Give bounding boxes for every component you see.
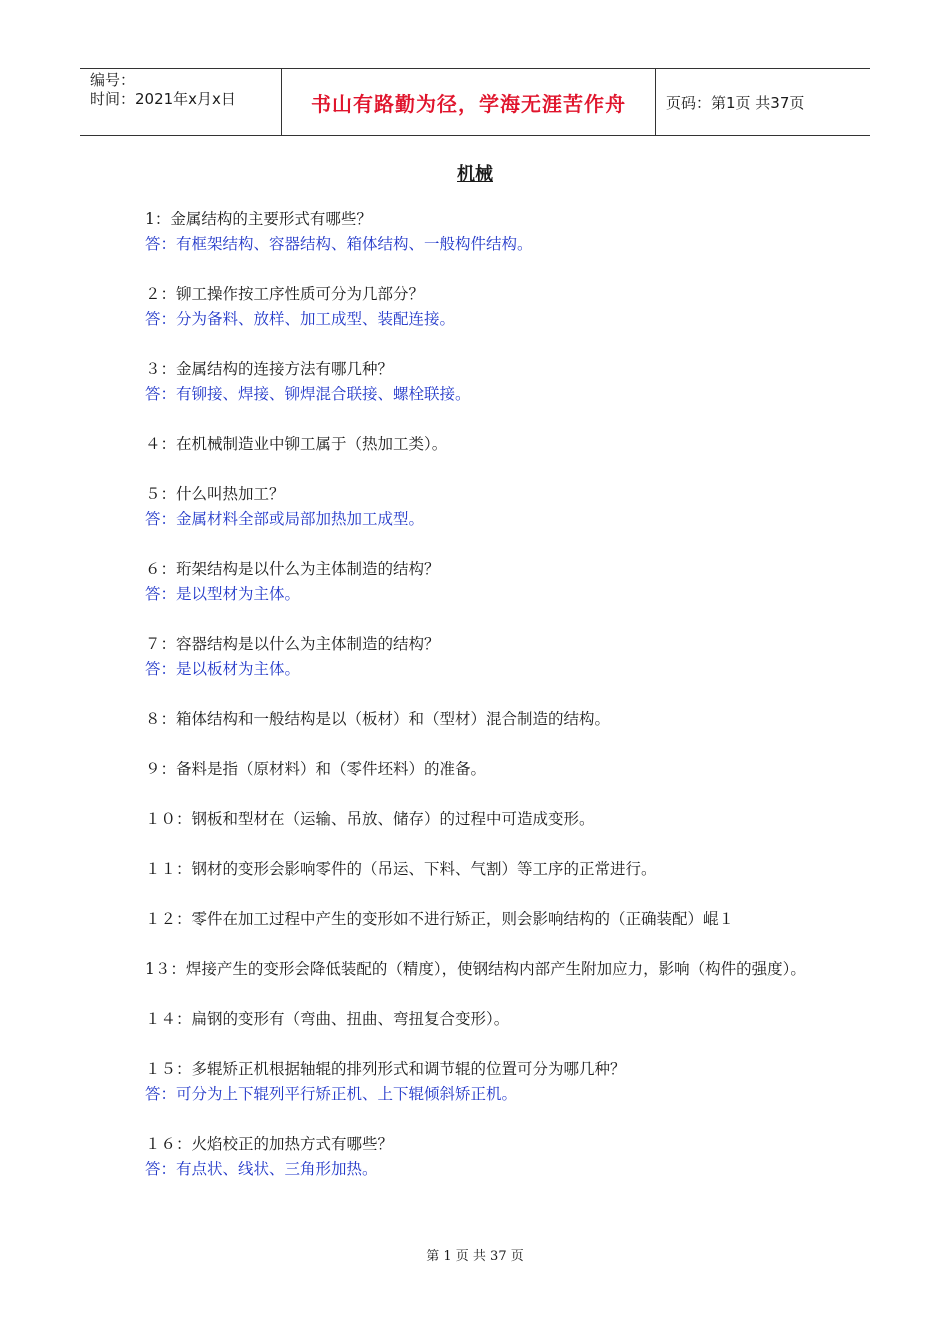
question: ７：容器结构是以什么为主体制造的结构？ bbox=[145, 635, 440, 653]
question: ２：铆工操作按工序性质可分为几部分？ bbox=[145, 285, 425, 303]
answer: 答：可分为上下辊列平行矫正机、上下辊倾斜矫正机。 bbox=[145, 1085, 518, 1103]
qa-list bbox=[145, 207, 825, 1207]
qa-item bbox=[145, 207, 825, 257]
qa-item bbox=[145, 707, 825, 732]
header-motto: 书山有路勤为径，学海无涯苦作舟 bbox=[282, 69, 656, 135]
page-footer: 第 1 页 共 37 页 bbox=[426, 1249, 524, 1264]
header-page-info: 页码：第1页 共37页 bbox=[666, 93, 805, 112]
qa-item bbox=[145, 632, 825, 682]
question: ３：金属结构的连接方法有哪几种？ bbox=[145, 360, 394, 378]
answer: 答：是以型材为主体。 bbox=[145, 585, 301, 603]
question: 1３：焊接产生的变形会降低装配的（精度），使钢结构内部产生附加应力，影响（构件的强度）。 bbox=[145, 960, 806, 978]
question: 1：金属结构的主要形式有哪些？ bbox=[145, 210, 372, 228]
question: ６：珩架结构是以什么为主体制造的结构？ bbox=[145, 560, 440, 578]
qa-item bbox=[145, 1057, 825, 1107]
qa-item bbox=[145, 482, 825, 532]
question: １１：钢材的变形会影响零件的（吊运、下料、气割）等工序的正常进行。 bbox=[145, 860, 657, 878]
qa-item bbox=[145, 557, 825, 607]
document-title: 机械 bbox=[457, 164, 493, 185]
qa-item bbox=[145, 432, 825, 457]
qa-item bbox=[145, 807, 825, 832]
answer: 答：分为备料、放样、加工成型、装配连接。 bbox=[145, 310, 456, 328]
qa-item bbox=[145, 857, 825, 882]
qa-item bbox=[145, 757, 825, 782]
qa-item bbox=[145, 957, 825, 982]
question: １４：扁钢的变形有（弯曲、扭曲、弯扭复合变形）。 bbox=[145, 1010, 510, 1028]
question: ８：箱体结构和一般结构是以（板材）和（型材）混合制造的结构。 bbox=[145, 710, 611, 728]
question: ４：在机械制造业中铆工属于（热加工类）。 bbox=[145, 435, 448, 453]
qa-item bbox=[145, 282, 825, 332]
header-time-label: 时间：2021年x月x日 bbox=[90, 90, 236, 108]
question: １２：零件在加工过程中产生的变形如不进行矫正，则会影响结构的（正确装配）崐１ bbox=[145, 910, 735, 928]
question: １０：钢板和型材在（运输、吊放、储存）的过程中可造成变形。 bbox=[145, 810, 595, 828]
question: ５：什么叫热加工？ bbox=[145, 485, 285, 503]
question: ９：备料是指（原材料）和（零件坯料）的准备。 bbox=[145, 760, 487, 778]
qa-item bbox=[145, 1132, 825, 1182]
answer: 答：有框架结构、容器结构、箱体结构、一般构件结构。 bbox=[145, 235, 533, 253]
answer: 答：金属材料全部或局部加热加工成型。 bbox=[145, 510, 425, 528]
question: １６：火焰校正的加热方式有哪些？ bbox=[145, 1135, 394, 1153]
question: １５：多辊矫正机根据轴辊的排列形式和调节辊的位置可分为哪几种？ bbox=[145, 1060, 626, 1078]
header-meta bbox=[80, 69, 282, 135]
qa-item bbox=[145, 907, 825, 932]
answer: 答：是以板材为主体。 bbox=[145, 660, 301, 678]
qa-item bbox=[145, 1007, 825, 1032]
answer: 答：有铆接、焊接、铆焊混合联接、螺栓联接。 bbox=[145, 385, 471, 403]
answer: 答：有点状、线状、三角形加热。 bbox=[145, 1160, 378, 1178]
qa-item bbox=[145, 357, 825, 407]
header-number-label: 编号： bbox=[90, 71, 136, 89]
page-header bbox=[80, 68, 870, 136]
